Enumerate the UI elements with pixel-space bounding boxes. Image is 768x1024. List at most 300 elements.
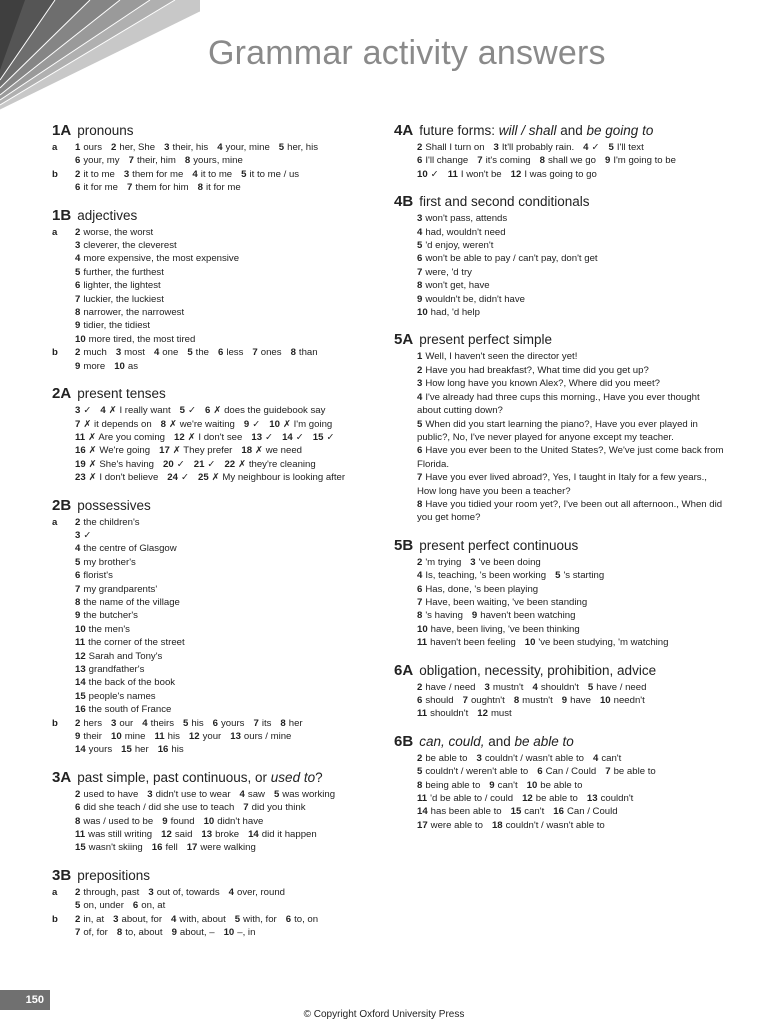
answer-text: luckier, the luckiest xyxy=(83,293,164,305)
section-title-text: obligation, necessity, prohibition, advice xyxy=(419,662,657,678)
answer-number: 7 xyxy=(75,583,81,595)
answer-number: 4 xyxy=(592,752,599,764)
answer-line xyxy=(394,707,724,720)
answer-text: ✗ we're waiting xyxy=(169,418,235,430)
answer-text: to, about xyxy=(125,927,163,939)
answer-item xyxy=(174,432,242,443)
page-title: Grammar activity answers xyxy=(208,34,606,72)
answer-text: ✗ it depends on xyxy=(83,418,152,430)
section-title xyxy=(419,663,656,678)
answer-item xyxy=(75,557,136,568)
exercise-label: b xyxy=(52,347,58,359)
answer-item xyxy=(514,695,553,706)
answer-item xyxy=(532,682,578,693)
answer-section xyxy=(394,122,724,181)
answer-number: 9 xyxy=(75,320,81,332)
answer-item xyxy=(417,682,476,693)
answer-text: the corner of the street xyxy=(88,637,185,649)
section-title-text: and xyxy=(556,123,587,138)
answer-item xyxy=(198,472,345,483)
answer-text: Shall I turn on xyxy=(425,142,485,153)
answer-number: 3 xyxy=(417,213,423,225)
exercise-label: b xyxy=(52,717,58,729)
answer-item xyxy=(75,704,171,715)
section-number: 1B xyxy=(52,206,72,224)
answer-line xyxy=(52,181,372,194)
answer-text: 've been studying, 'm watching xyxy=(538,637,669,649)
answer-number: 8 xyxy=(513,695,520,706)
answer-number: 13 xyxy=(230,731,241,743)
answer-number: 13 xyxy=(75,664,86,675)
answer-number: 8 xyxy=(417,280,423,292)
answer-text: I'll change xyxy=(425,155,469,167)
answer-number: 5 xyxy=(75,556,81,568)
answer-line xyxy=(52,730,372,743)
answer-number: 9 xyxy=(417,293,423,305)
answer-number: 4 xyxy=(228,886,234,898)
answer-line xyxy=(394,212,724,225)
answer-item xyxy=(527,780,583,791)
right-column xyxy=(394,122,724,844)
answer-item xyxy=(75,253,239,264)
answer-number: 7 xyxy=(417,472,423,484)
answer-text: has been able to xyxy=(430,806,502,818)
answer-line xyxy=(52,676,372,689)
answer-number: 3 xyxy=(111,717,117,729)
answer-line xyxy=(394,681,724,694)
answer-section xyxy=(52,867,372,940)
answer-text: won't get, have xyxy=(425,280,490,292)
answer-number: 16 xyxy=(157,744,169,756)
section-number: 2A xyxy=(52,385,72,403)
answer-number: 8 xyxy=(290,347,296,359)
answer-line xyxy=(52,623,372,636)
answer-item xyxy=(492,820,605,831)
section-number: 3A xyxy=(52,768,72,786)
answer-text: the name of the village xyxy=(83,596,180,608)
answer-number: 24 xyxy=(167,472,178,484)
answer-number: 4 xyxy=(75,253,81,265)
answer-item xyxy=(111,731,145,742)
answer-text: it to me xyxy=(83,168,115,180)
answer-number: 9 xyxy=(604,155,611,167)
answer-text: our xyxy=(119,717,134,729)
answer-item xyxy=(75,914,104,925)
answer-number: 1 xyxy=(417,351,423,363)
answer-section xyxy=(394,733,724,832)
answer-text: them for him xyxy=(135,182,189,194)
answer-item xyxy=(555,570,604,581)
answer-item xyxy=(417,392,700,416)
answer-line xyxy=(52,306,372,319)
answer-text: ✓ xyxy=(187,405,197,417)
answer-text: with, about xyxy=(179,913,226,925)
answer-number: 7 xyxy=(243,802,249,814)
answer-number: 5 xyxy=(608,142,614,153)
answer-number: 11 xyxy=(417,793,428,805)
answer-number: 3 xyxy=(484,681,490,693)
answer-item xyxy=(235,914,277,925)
answer-line xyxy=(52,609,372,622)
answer-text: ✗ we need xyxy=(255,445,303,457)
answer-line xyxy=(52,886,372,899)
answer-section xyxy=(52,122,372,195)
answer-number: 18 xyxy=(491,819,503,831)
answer-number: 5 xyxy=(417,240,423,252)
answer-number: 12 xyxy=(188,731,200,743)
answer-text: the children's xyxy=(83,516,140,528)
answer-text: the xyxy=(195,347,209,359)
answer-text: were, 'd try xyxy=(425,266,472,278)
exercise-label: a xyxy=(52,886,58,898)
answer-text: be able to xyxy=(535,793,578,805)
answer-line xyxy=(394,583,724,596)
section-title-text: first and second conditionals xyxy=(419,194,590,210)
section-title-italic: be going to xyxy=(586,123,654,138)
answer-number: 6 xyxy=(75,280,81,292)
answer-number: 11 xyxy=(417,708,428,720)
answer-item xyxy=(224,459,315,470)
answer-number: 16 xyxy=(75,704,86,716)
answer-line xyxy=(52,743,372,756)
answer-text: wasn't skiing xyxy=(88,842,143,854)
answer-number: 22 xyxy=(224,458,236,470)
answer-text: on, at xyxy=(141,900,166,912)
answer-item xyxy=(417,695,454,706)
answer-text: Is, teaching, 's been working xyxy=(425,570,547,582)
answer-text: be able to xyxy=(425,752,468,764)
answer-item xyxy=(494,142,575,153)
answer-item xyxy=(161,419,235,430)
answer-item xyxy=(485,682,524,693)
answer-line xyxy=(394,498,724,525)
answer-item xyxy=(525,637,669,648)
answer-line xyxy=(394,154,724,167)
answer-item xyxy=(274,789,335,800)
answer-number: 15 xyxy=(75,842,86,854)
answer-text: with, for xyxy=(243,913,277,925)
answer-number: 2 xyxy=(417,681,423,693)
answer-line xyxy=(52,431,372,444)
answer-item xyxy=(477,708,511,719)
answer-item xyxy=(75,169,115,180)
answer-text: narrower, the narrowest xyxy=(83,307,185,319)
answer-item xyxy=(75,610,138,621)
answer-item xyxy=(121,744,149,755)
answer-number: 15 xyxy=(312,431,324,443)
answer-number: 3 xyxy=(470,556,476,568)
exercise-label: a xyxy=(52,226,58,238)
answer-line xyxy=(394,623,724,636)
answer-number: 8 xyxy=(539,155,545,167)
answer-text: in, at xyxy=(83,913,105,925)
answer-number: 9 xyxy=(75,731,81,743)
answer-number: 12 xyxy=(510,168,522,180)
section-title-text: present perfect continuous xyxy=(419,537,579,553)
answer-item xyxy=(605,766,656,777)
answer-text: ✓ xyxy=(176,458,185,470)
answer-number: 5 xyxy=(75,266,81,278)
answer-line xyxy=(52,556,372,569)
answer-text: of, for xyxy=(83,927,108,939)
answer-number: 2 xyxy=(417,752,423,764)
answer-item xyxy=(75,334,195,345)
answer-item xyxy=(217,142,270,153)
answer-number: 15 xyxy=(510,806,522,818)
answer-item xyxy=(180,405,196,416)
answer-number: 4 xyxy=(171,913,177,925)
section-title xyxy=(77,498,151,513)
section-heading xyxy=(52,207,372,225)
answer-text: the centre of Glasgow xyxy=(83,543,177,555)
section-heading xyxy=(52,867,372,885)
answer-item xyxy=(417,240,493,251)
answer-item xyxy=(251,432,273,443)
answer-text: won't be able to pay / can't pay, don't get xyxy=(425,253,598,265)
answer-number: 6 xyxy=(417,695,423,706)
exercise-label: a xyxy=(52,142,58,153)
answer-section xyxy=(52,497,372,757)
answer-item xyxy=(75,570,113,581)
answer-line xyxy=(394,819,724,832)
answer-item xyxy=(75,744,112,755)
answer-item xyxy=(75,432,165,443)
section-title-text: ? xyxy=(315,769,323,785)
answer-line xyxy=(52,293,372,306)
answer-number: 16 xyxy=(151,842,163,854)
answer-item xyxy=(472,610,576,621)
answer-number: 6 xyxy=(417,253,423,265)
answer-item xyxy=(241,445,302,456)
answer-text: yours, mine xyxy=(193,155,243,167)
answer-number: 10 xyxy=(75,333,86,345)
answer-text: it's coming xyxy=(485,155,531,167)
answer-item xyxy=(417,365,649,376)
answer-text: than xyxy=(298,347,318,359)
answer-number: 15 xyxy=(75,690,86,702)
answer-item xyxy=(291,347,318,358)
answer-line xyxy=(394,364,724,377)
section-title-italic: can, could, xyxy=(419,733,485,749)
answer-text: ✓ xyxy=(83,529,92,541)
answer-line xyxy=(52,542,372,555)
answer-item xyxy=(142,718,174,729)
answer-item xyxy=(417,753,468,764)
answer-text: worse, the worst xyxy=(83,226,154,238)
answer-line xyxy=(52,703,372,716)
answer-text: should xyxy=(425,695,454,706)
answer-text: ours / mine xyxy=(243,731,292,743)
answer-item xyxy=(75,887,139,898)
answer-number: 9 xyxy=(171,927,177,939)
answer-item xyxy=(230,731,291,742)
answer-text: had, wouldn't need xyxy=(425,226,506,238)
answer-item xyxy=(163,459,185,470)
answer-number: 3 xyxy=(493,142,499,153)
answer-line xyxy=(52,926,372,939)
answer-number: 3 xyxy=(75,405,81,417)
answer-number: 2 xyxy=(75,788,81,800)
answer-number: 7 xyxy=(417,596,423,608)
answer-text: ✗ We're going xyxy=(88,445,151,457)
answer-line xyxy=(394,141,724,154)
section-title xyxy=(77,208,137,223)
answer-item xyxy=(417,708,468,719)
answer-text: Can / Could xyxy=(566,806,618,818)
answer-text: Have you ever been to the United States?, We've just come back from Florida. xyxy=(417,445,724,470)
answer-item xyxy=(213,718,245,729)
answer-item xyxy=(75,294,164,305)
answer-item xyxy=(313,432,335,443)
answer-text: ✓ xyxy=(252,418,261,430)
answer-line xyxy=(394,306,724,319)
answer-item xyxy=(417,637,516,648)
answer-number: 5 xyxy=(179,405,185,417)
answer-item xyxy=(147,789,230,800)
answer-item xyxy=(417,280,490,291)
answer-item xyxy=(605,155,676,166)
answer-text: his xyxy=(191,717,204,729)
answer-text: couldn't / weren't able to xyxy=(425,766,529,778)
section-number: 6B xyxy=(394,732,414,750)
answer-item xyxy=(417,155,468,166)
answer-item xyxy=(224,927,256,938)
answer-number: 6 xyxy=(537,766,543,778)
answer-number: 4 xyxy=(217,142,223,153)
answer-line xyxy=(394,471,724,498)
answer-line xyxy=(394,694,724,707)
answer-number: 8 xyxy=(116,927,123,939)
answer-text: How long have you known Alex?, Where did you meet? xyxy=(425,378,660,390)
answer-line xyxy=(52,717,372,730)
answer-text: further, the furthest xyxy=(83,266,164,278)
answer-number: 3 xyxy=(75,240,81,252)
answer-number: 7 xyxy=(252,347,258,359)
answer-number: 6 xyxy=(205,405,211,417)
answer-item xyxy=(116,347,145,358)
answer-number: 4 xyxy=(417,391,423,403)
answer-text: ✗ does the guidebook say xyxy=(213,405,326,417)
section-title xyxy=(419,332,552,347)
answer-number: 9 xyxy=(243,418,250,430)
answer-line xyxy=(52,404,372,417)
answer-text: must xyxy=(490,708,512,720)
answer-item xyxy=(417,557,461,568)
answer-number: 7 xyxy=(75,418,81,430)
section-number: 3B xyxy=(52,866,72,884)
answer-text: I've already had three cups this morning., Have you ever thought about cutting down? xyxy=(417,391,700,417)
answer-text: cleverer, the cleverest xyxy=(83,240,177,252)
answer-item xyxy=(417,472,707,496)
answer-number: 3 xyxy=(113,913,119,925)
answer-text: be able to xyxy=(540,779,583,791)
answer-number: 7 xyxy=(75,293,81,305)
answer-item xyxy=(269,419,332,430)
section-title-text: adjectives xyxy=(77,207,138,223)
answer-number: 8 xyxy=(197,182,204,194)
answer-number: 17 xyxy=(186,842,198,854)
answer-item xyxy=(252,347,281,358)
answer-number: 4 xyxy=(142,717,148,729)
section-number: 2B xyxy=(52,496,72,514)
answer-number: 7 xyxy=(127,182,133,194)
answer-text: have xyxy=(570,695,591,706)
answer-number: 15 xyxy=(121,744,132,756)
section-heading xyxy=(394,122,724,140)
answer-number: 2 xyxy=(75,886,81,898)
answer-text: Can / Could xyxy=(545,766,597,778)
answer-number: 4 xyxy=(417,226,423,238)
answer-text: fell xyxy=(165,842,178,854)
answer-item xyxy=(75,405,91,416)
page-number: 150 xyxy=(0,990,50,1010)
answer-number: 8 xyxy=(75,596,81,608)
answer-number: 13 xyxy=(586,793,598,805)
answer-item xyxy=(75,802,234,813)
answer-line xyxy=(52,815,372,828)
answer-text: I was going to go xyxy=(524,168,597,180)
answer-item xyxy=(417,213,507,224)
answer-line xyxy=(394,293,724,306)
answer-item xyxy=(218,347,243,358)
answer-text: through, past xyxy=(83,886,140,898)
answer-item xyxy=(117,927,163,938)
answer-text: my brother's xyxy=(83,556,136,568)
answer-number: 14 xyxy=(282,431,293,443)
answer-text: were walking xyxy=(200,842,256,854)
answer-line xyxy=(52,899,372,912)
section-heading xyxy=(394,193,724,211)
answer-item xyxy=(205,405,325,416)
answer-item xyxy=(593,753,621,764)
answer-text: much xyxy=(83,347,107,359)
answer-text: ✓ xyxy=(430,168,439,180)
section-title xyxy=(419,123,653,138)
answer-number: 8 xyxy=(184,155,191,167)
answer-item xyxy=(172,927,215,938)
answer-item xyxy=(111,142,155,153)
answer-item xyxy=(75,691,156,702)
answer-number: 2 xyxy=(75,516,81,528)
answer-line xyxy=(52,333,372,346)
answer-text: broke xyxy=(215,829,240,841)
answer-text: Well, I haven't seen the director yet! xyxy=(425,351,578,363)
section-title-text: future forms: xyxy=(419,123,499,138)
answer-number: 2 xyxy=(75,913,81,925)
answer-text: more xyxy=(83,360,106,372)
answer-text: tidier, the tidiest xyxy=(83,320,151,332)
answer-number: 11 xyxy=(75,637,86,649)
answer-text: ✓ xyxy=(265,431,274,443)
answer-item xyxy=(417,806,502,817)
answer-section xyxy=(52,207,372,373)
answer-number: 5 xyxy=(278,142,285,153)
exercise-label: a xyxy=(52,516,58,528)
answer-item xyxy=(553,806,617,817)
answer-text: more expensive, the most expensive xyxy=(83,253,240,265)
answer-number: 6 xyxy=(132,900,139,912)
answer-number: 9 xyxy=(489,779,495,791)
answer-text: mustn't xyxy=(522,695,553,706)
answer-line xyxy=(52,168,372,181)
answer-text: ✗ I don't see xyxy=(187,431,243,443)
answer-text: most xyxy=(124,347,145,359)
answer-line xyxy=(52,418,372,431)
answer-text: ✓ xyxy=(591,142,600,153)
answer-text: ones xyxy=(260,347,282,359)
section-title-text: pronouns xyxy=(77,123,134,138)
answer-line xyxy=(52,252,372,265)
